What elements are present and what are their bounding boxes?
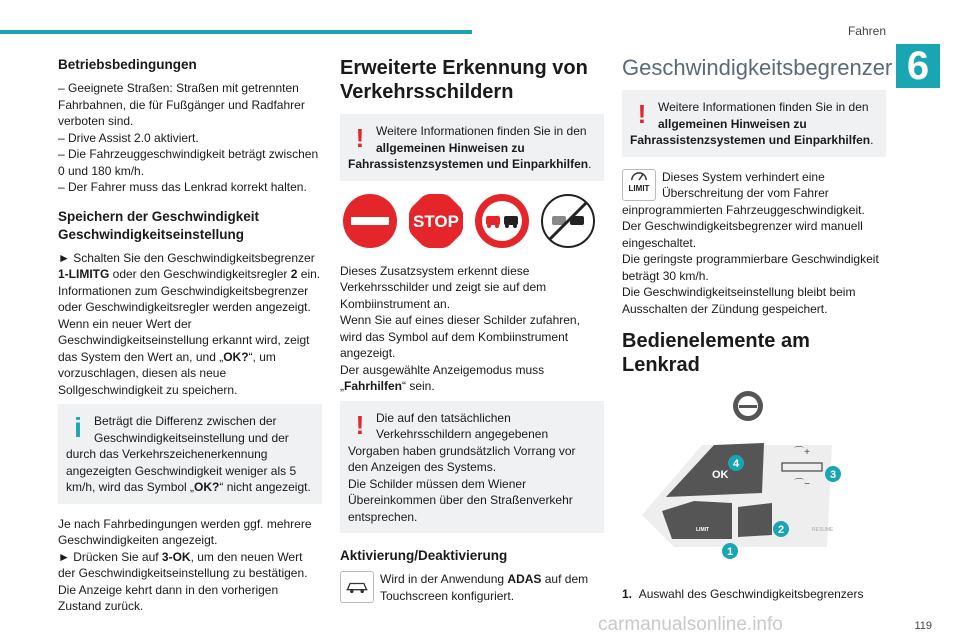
text: oder den Geschwindigkeitsregler <box>109 267 291 281</box>
text-bold: Fahrhilfen <box>344 379 403 393</box>
list-item: – Die Fahrzeuggeschwindigkeit beträgt zwischen 0 und 180 km/h. <box>58 147 319 178</box>
warning-icon: ! <box>355 409 365 440</box>
callout-2-text: 2 <box>777 524 785 536</box>
text: Wenn ein neuer Wert der Geschwindigkeitseinstellung erkannt wird, zeigt das System den Wert an, und „ <box>58 316 310 364</box>
text: . <box>870 133 874 147</box>
text: Die auf den tatsächlichen Verkehrsschildern angegebenen Vorgaben haben grundsätzlich Vorrang vor den Anzeigen des Systems. <box>348 410 576 474</box>
text: Beträgt die Differenz zwischen der Geschwindigkeitseinstellung und der durch das Verkehrszeichenerkennung angezeigten Geschwindigkeit weniger als 5 km/h, wird das Symbol „ <box>66 414 297 494</box>
text: ein. <box>297 267 321 281</box>
traffic-signs-row <box>342 193 604 249</box>
text: “ sein. <box>402 379 435 393</box>
warning-note <box>622 90 886 157</box>
text-bold: 2 <box>290 267 298 281</box>
section-title-bedienelemente: Bedienelemente am Lenkrad <box>622 330 810 376</box>
text: auf dem Touchscreen konfiguriert. <box>380 572 589 603</box>
paragraph <box>58 250 322 283</box>
text: Der ausgewählte Anzeigemodus muss „ <box>340 362 545 393</box>
text: ► Drücken Sie auf <box>58 549 162 564</box>
info-icon: i <box>74 412 82 443</box>
heading-speichern: Speichern der Geschwindigkeit Geschwindigkeitseinstellung <box>58 208 260 242</box>
resume-label: RESUME <box>812 527 834 533</box>
paragraph: Je nach Fahrbedingungen werden ggf. mehrere Geschwindigkeiten angezeigt. <box>58 516 312 547</box>
adas-config-row <box>340 571 604 604</box>
text: Die Schilder müssen dem Wiener Übereinkommen über den Straßenverkehr entsprechen. <box>348 476 573 524</box>
section-title-verkehrsschilder: Erweiterte Erkennung von Verkehrsschildern <box>340 57 588 103</box>
list-item: – Geeignete Straßen: Straßen mit getrennten Fahrbahnen, die für Fußgänger und Radfahrer verboten sind. <box>58 81 305 128</box>
callout-4-text: 4 <box>732 458 740 470</box>
text-bold: allgemeinen Hinweisen zu Fahrassistenzsystemen und Einparkhilfen <box>348 140 589 171</box>
warning-icon: ! <box>637 99 647 129</box>
column-2 <box>340 56 604 604</box>
chapter-badge: 6 <box>896 44 940 88</box>
text: “, um vorzuschlagen, diesen als neue Sollgeschwindigkeit zu speichern. <box>58 349 276 397</box>
stop-sign-icon <box>408 193 464 249</box>
callout-1 <box>722 543 738 559</box>
car-icon <box>340 571 374 603</box>
text: “ nicht angezeigt. <box>219 480 311 494</box>
paragraph: Die Geschwindigkeitseinstellung bleibt beim Ausschalten der Zündung gespeichert. <box>622 285 856 316</box>
legend-text: Auswahl des Geschwindigkeitsbegrenzers <box>638 587 864 601</box>
page-number: 119 <box>914 620 932 632</box>
callout-1-text: 1 <box>726 546 734 558</box>
paragraph: Dieses Zusatzsystem erkennt diese Verkehrsschilder und zeigt sie auf dem Kombiinstrument an. <box>340 263 547 311</box>
callout-3 <box>825 466 841 482</box>
paragraph: Wenn Sie auf eines dieser Schilder zufahren, wird das Symbol auf dem Kombiinstrument angezeigt. <box>340 313 580 360</box>
svg-text:⌒+: ⌒+ <box>794 447 810 458</box>
text-bold: 1-LIMITG <box>58 267 110 281</box>
text: Dieses System verhindert eine Überschreitung der vom Fahrer einprogrammierten Fahrzeuggeschwindigkeit. <box>622 169 865 217</box>
end-no-overtaking-sign-icon <box>540 193 596 249</box>
text-bold: 3-OK <box>161 549 191 564</box>
watermark: carmanualsonline.info <box>598 614 783 635</box>
no-entry-sign-icon <box>342 193 398 249</box>
paragraph <box>58 316 322 399</box>
column-1 <box>58 56 322 621</box>
heading-betriebsbedingungen: Betriebsbedingungen <box>58 57 197 72</box>
running-header: Fahren <box>847 24 886 38</box>
paragraph <box>340 362 604 395</box>
section-title-begrenzer: Geschwindigkeitsbegrenzer <box>622 55 893 80</box>
legend-number: 1. <box>622 587 633 601</box>
warning-note <box>340 114 604 181</box>
callout-4 <box>728 455 744 471</box>
text: . <box>588 157 592 171</box>
limiter-intro <box>622 169 886 219</box>
paragraph: Die geringste programmierbare Geschwindigkeit beträgt 30 km/h. <box>622 252 879 283</box>
text-bold: OK? <box>223 349 249 364</box>
text: Wird in der Anwendung <box>380 572 508 586</box>
text: ► Schalten Sie den Geschwindigkeitsbegrenzer <box>58 250 315 265</box>
text-bold: allgemeinen Hinweisen zu Fahrassistenzsystemen und Einparkhilfen <box>630 116 871 147</box>
callout-3-text: 3 <box>829 469 837 481</box>
paragraph <box>58 549 322 582</box>
text-bold: OK? <box>194 480 220 494</box>
limit-label: LIMIT <box>628 183 650 193</box>
text: Weitere Informationen finden Sie in den <box>376 124 587 138</box>
header-accent-bar <box>0 30 472 34</box>
stop-sign-text: STOP <box>413 211 459 231</box>
paragraph: Informationen zum Geschwindigkeitsbegrenzer oder Geschwindigkeitsregler werden angezeigt. <box>58 283 311 314</box>
no-overtaking-sign-icon <box>474 193 530 249</box>
info-note <box>58 404 322 504</box>
warning-note <box>340 401 604 534</box>
text: Weitere Informationen finden Sie in den <box>658 100 869 114</box>
text-bold: ADAS <box>507 572 542 586</box>
list-item: – Der Fahrer muss das Lenkrad korrekt halten. <box>58 180 307 194</box>
heading-aktivierung: Aktivierung/Deaktivierung <box>340 548 508 563</box>
legend-item <box>622 586 886 603</box>
paragraph: Die Anzeige kehrt dann in den vorherigen Zustand zurück. <box>58 582 279 613</box>
text: , um den neuen Wert der Geschwindigkeitseinstellung zu bestätigen. <box>58 549 308 580</box>
callout-2 <box>773 521 789 537</box>
speed-limiter-icon <box>622 169 656 201</box>
column-3 <box>622 55 893 609</box>
list-item: – Drive Assist 2.0 aktiviert. <box>58 130 199 145</box>
paragraph: Der Geschwindigkeitsbegrenzer wird manuell eingeschaltet. <box>622 219 863 250</box>
limit-label: LIMIT <box>696 527 710 533</box>
warning-icon: ! <box>355 123 365 153</box>
steering-wheel-icon <box>733 391 763 421</box>
ok-label: OK <box>712 469 729 481</box>
svg-text:⌒−: ⌒− <box>794 479 810 490</box>
steering-controls-diagram <box>622 387 886 577</box>
